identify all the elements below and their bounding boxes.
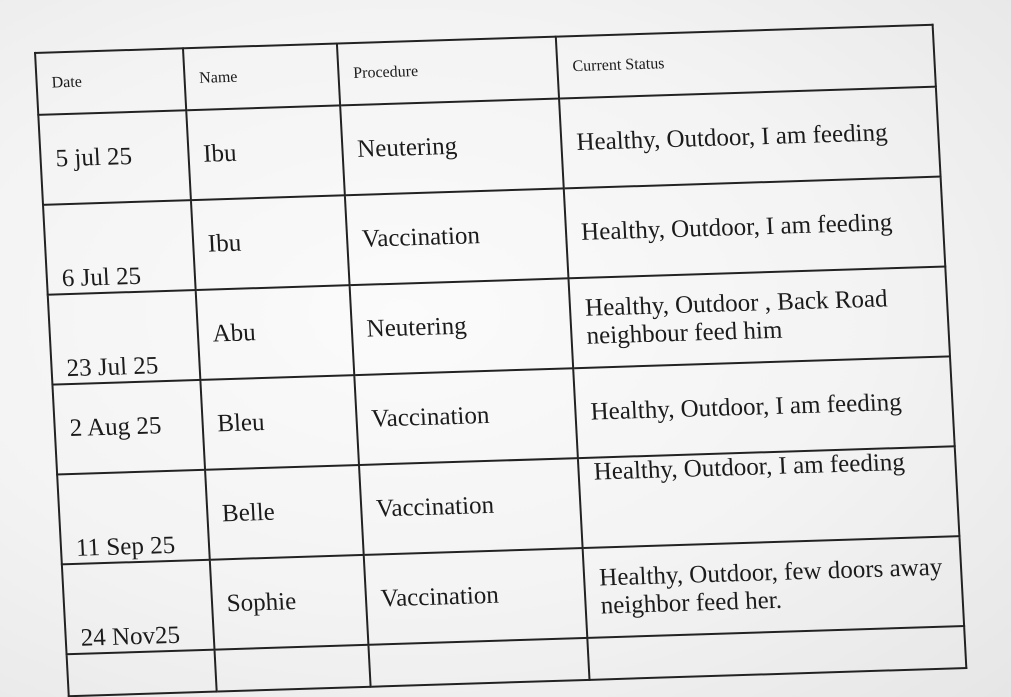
header-procedure: Procedure [337,37,559,106]
document [34,24,967,697]
cell-date: 5 jul 25 [38,110,190,205]
cell-procedure: Neutering [340,99,564,196]
cell-date: 11 Sep 25 [57,470,209,565]
cell-status: Healthy, Outdoor, I am feeding [573,356,954,458]
cell-status: Healthy, Outdoor, few doors away neighbor feed her. [583,536,964,638]
cell-empty [214,645,370,692]
cell-date: 6 Jul 25 [43,200,195,295]
cell-name: Belle [205,465,364,560]
cell-status: Healthy, Outdoor, I am feeding [559,87,940,189]
header-date: Date [35,48,186,115]
header-current-status: Current Status [556,25,936,99]
cell-status: Healthy, Outdoor, I am feeding [564,177,945,279]
records-table [34,24,967,697]
cell-status: Healthy, Outdoor, I am feeding [578,446,959,548]
cell-name: Bleu [200,375,359,470]
header-name: Name [183,43,340,110]
cell-procedure: Vaccination [345,188,569,285]
cell-empty [67,650,217,697]
cell-procedure: Vaccination [363,548,587,645]
cell-date: 2 Aug 25 [52,380,204,475]
cell-empty [368,638,589,687]
cell-procedure: Vaccination [359,458,583,555]
cell-name: Ibu [191,195,350,290]
cell-procedure: Neutering [349,278,573,375]
cell-date: 24 Nov25 [62,560,214,655]
cell-procedure: Vaccination [354,368,578,465]
cell-name: Sophie [209,555,368,650]
cell-name: Ibu [186,105,345,200]
cell-date: 23 Jul 25 [48,290,200,385]
cell-name: Abu [195,285,354,380]
cell-status: Healthy, Outdoor , Back Road neighbour feed him [569,266,950,368]
